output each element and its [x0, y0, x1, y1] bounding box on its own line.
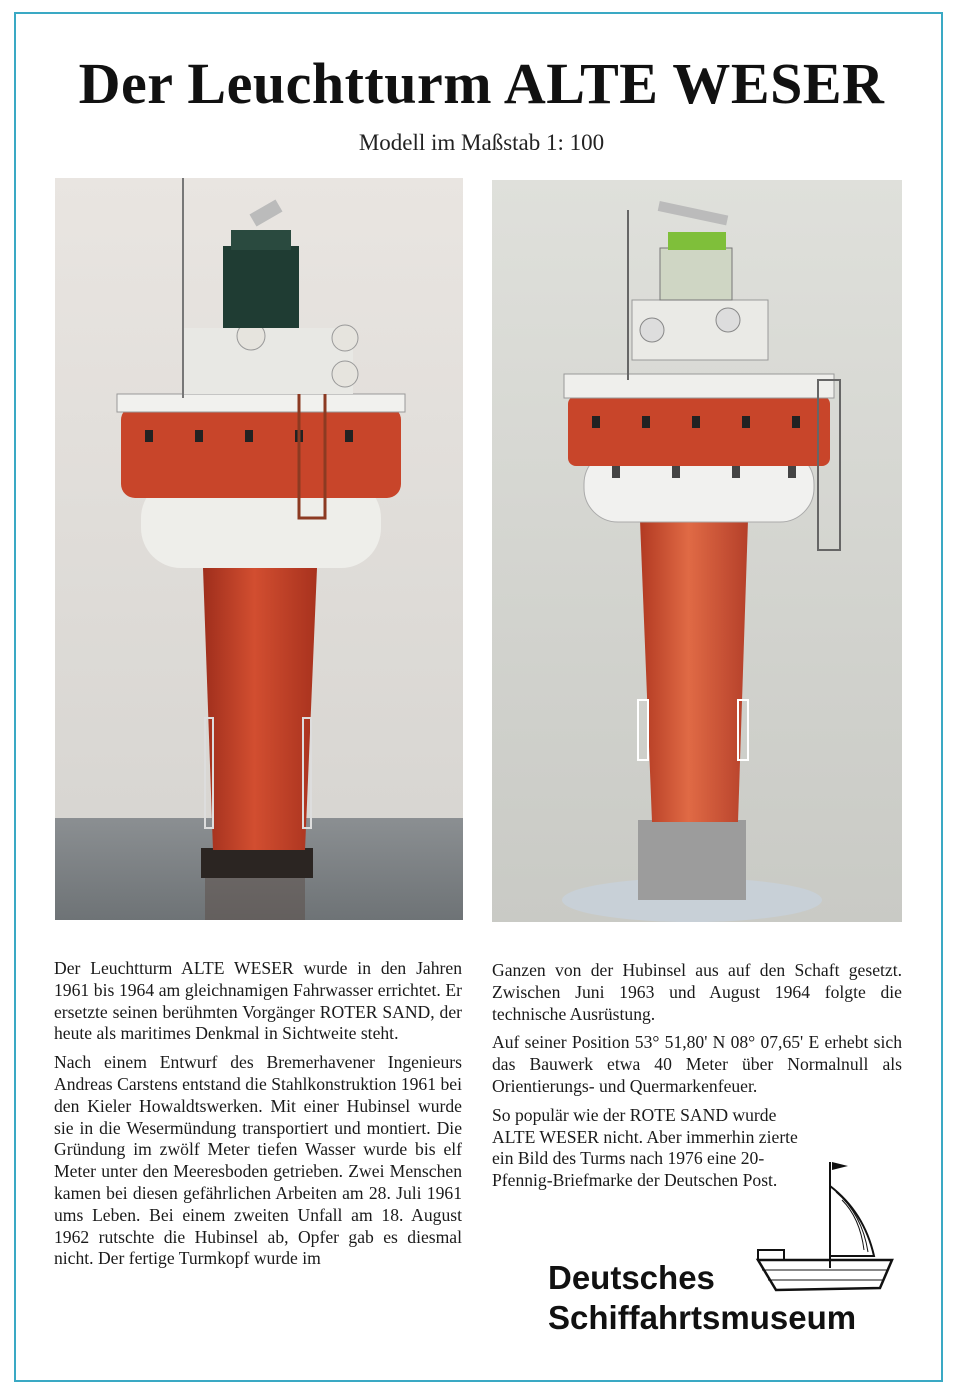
text-column-left — [54, 958, 462, 1277]
paragraph: Ganzen von der Hubinsel aus auf den Schaft gesetzt. Zwischen Juni 1963 und August 1964 folgte die technische Ausrüstung. — [492, 960, 902, 1024]
paragraph: Der Leuchtturm ALTE WESER wurde in den Jahren 1961 bis 1964 am gleichnamigen Fahrwasser errichtet. Er ersetzte seinen berühmten Vorgänger ROTER SAND, der heute als maritimes Denkmal in Sichtweite steht. — [54, 958, 462, 1044]
paragraph: Nach einem Entwurf des Bremerhavener Ingenieurs Andreas Carstens entstand die Stahlkonstruktion 1961 bei den Kieler Howaldtswerken. Mit einer Hubinsel wurde sie in die Wesermündung transportiert und montiert. Die Gründung im zwölf Meter tiefen Wasser wurde bis elf Meter unter den Meeresboden getrieben. Zwei Menschen kamen bei diesen gefährlichen Arbeiten am 28. Juli 1961 ums Leben. Bei einem zweiten Unfall am 18. August 1962 rutschte die Hubinsel ab, Opfer gab es diesmal nicht. Der fertige Turmkopf wurde im — [54, 1052, 462, 1269]
paragraph: Auf seiner Position 53° 51,80' N 08° 07,65' E erhebt sich das Bauwerk etwa 40 Meter über Normalnull als Orientierungs- und Quermarkenfeuer. — [492, 1032, 902, 1096]
paper-model-photo-icon — [492, 180, 902, 922]
lighthouse-photo-icon — [55, 178, 463, 920]
paragraph: So populär wie der ROTE SAND wurde ALTE WESER nicht. Aber immerhin zierte ein Bild des Turms nach 1976 eine 20-Pfennig-Briefmarke der Deutschen Post. — [492, 1104, 798, 1191]
museum-name-line2: Schiffahrtsmuseum — [548, 1299, 857, 1336]
page-title: Der Leuchtturm ALTE WESER — [78, 51, 885, 116]
page-subtitle: Modell im Maßstab 1: 100 — [358, 130, 605, 155]
museum-name-line1: Deutsches — [548, 1259, 715, 1296]
museum-logo-text — [548, 1258, 856, 1338]
